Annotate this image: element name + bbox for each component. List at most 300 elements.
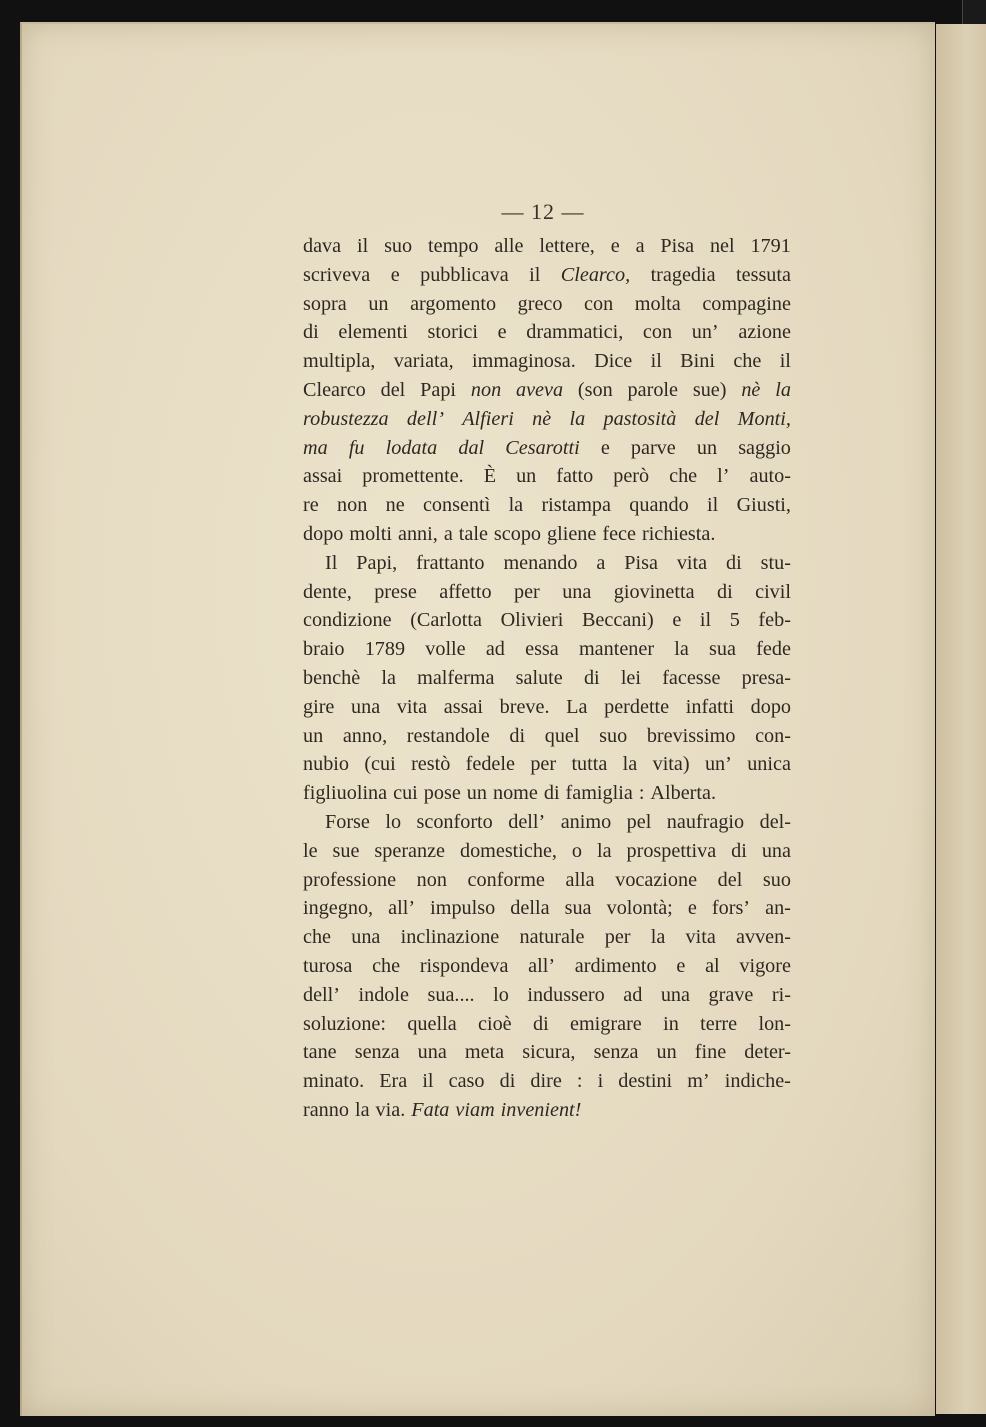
word: naufragio xyxy=(666,810,745,833)
word: tragedia xyxy=(650,263,716,286)
word: e xyxy=(672,609,682,632)
word: di xyxy=(532,1012,549,1035)
word: il xyxy=(779,350,791,373)
text-line xyxy=(303,347,791,376)
word: quella xyxy=(407,1012,457,1035)
word: di xyxy=(499,1070,516,1093)
word: assai xyxy=(443,695,483,718)
word: sicura, xyxy=(522,1041,576,1064)
word: terre xyxy=(700,1012,738,1035)
word: parve xyxy=(630,436,676,459)
word: dell’ xyxy=(303,983,340,1006)
word: argomento xyxy=(410,292,497,315)
word: Pisa xyxy=(624,551,658,574)
text-line xyxy=(303,462,791,491)
word: Clearco xyxy=(303,378,366,401)
word: immaginosa. xyxy=(472,350,576,373)
word: e xyxy=(390,263,400,286)
word: un’ xyxy=(691,321,719,344)
word: fedele xyxy=(465,753,515,776)
word: ardimento xyxy=(574,954,657,977)
word: Beccani) xyxy=(581,609,654,632)
word: domestiche, xyxy=(459,839,557,862)
word: stu- xyxy=(760,551,791,574)
word: dente, xyxy=(303,580,352,603)
word: del xyxy=(380,378,406,401)
text-line xyxy=(303,1038,791,1067)
body-text xyxy=(303,232,791,1125)
word: gire xyxy=(303,695,335,718)
word: famiglia xyxy=(565,782,633,805)
text-line xyxy=(303,549,791,578)
word: Cesarotti xyxy=(505,436,580,459)
word: compagine xyxy=(702,292,791,315)
word: frattanto xyxy=(416,551,485,574)
word: vita xyxy=(676,551,708,574)
word: sua xyxy=(564,897,592,920)
word: di xyxy=(303,321,319,344)
text-line xyxy=(303,808,791,837)
word: benchè xyxy=(303,666,361,689)
word: Pisa xyxy=(660,235,695,257)
word: meta xyxy=(464,1041,505,1064)
word: di xyxy=(716,580,733,603)
word: senza xyxy=(593,1041,639,1064)
text-line xyxy=(303,376,791,405)
word: Olivieri xyxy=(500,609,564,632)
word: la xyxy=(650,926,666,949)
word: pubblicava xyxy=(420,263,509,286)
word: via. xyxy=(375,1098,406,1121)
word: perdette xyxy=(604,695,670,718)
word: tane xyxy=(303,1041,337,1064)
word: nè xyxy=(532,407,552,430)
word: un xyxy=(516,465,537,488)
word: indussero xyxy=(527,983,605,1006)
word: molta xyxy=(634,292,681,315)
word: fece xyxy=(602,522,636,545)
word: malferma xyxy=(417,666,495,689)
word: del- xyxy=(759,810,791,833)
word: dopo xyxy=(750,695,791,718)
word: turosa xyxy=(303,954,353,977)
word: pastosità xyxy=(603,407,677,430)
word: 5 xyxy=(729,609,740,632)
word: ma xyxy=(303,436,328,459)
word: tutta xyxy=(571,753,608,776)
word: cioè xyxy=(478,1012,512,1035)
word: mantener xyxy=(578,638,655,661)
word: molti xyxy=(349,522,392,545)
word: breve. xyxy=(499,695,550,718)
word: La xyxy=(566,695,588,718)
word: Alberta. xyxy=(650,782,717,805)
word: di xyxy=(731,839,747,862)
text-line xyxy=(303,664,791,693)
text-line xyxy=(303,491,791,520)
word: indole xyxy=(358,983,409,1006)
word: impulso xyxy=(430,897,496,920)
word: volontà; xyxy=(606,897,673,920)
word: (cui xyxy=(364,753,396,776)
word: 1791 xyxy=(750,235,791,257)
word: o xyxy=(571,839,583,862)
word: ne xyxy=(385,494,405,517)
text-line xyxy=(303,837,791,866)
text-line xyxy=(303,405,791,434)
word: nel xyxy=(709,235,735,257)
word: fu xyxy=(348,436,365,459)
word: cui xyxy=(393,782,418,805)
word: Il xyxy=(325,551,338,574)
word: del xyxy=(717,868,743,891)
word: infatti xyxy=(685,695,734,718)
word: salute xyxy=(515,666,563,689)
word: pel xyxy=(626,810,652,833)
word: an- xyxy=(765,897,791,920)
word: della xyxy=(510,897,550,920)
word: Dice xyxy=(594,350,633,373)
word: Forse xyxy=(325,810,370,833)
word: storici xyxy=(427,321,478,344)
word: invenient! xyxy=(500,1098,582,1121)
word: assai xyxy=(303,465,343,488)
word: parole xyxy=(627,378,678,401)
word: alle xyxy=(494,235,524,257)
text-line xyxy=(303,578,791,607)
word: naturale xyxy=(519,926,585,949)
word: consentì xyxy=(422,494,491,517)
word: feb- xyxy=(758,609,791,632)
word: sua xyxy=(709,638,736,661)
word: È xyxy=(483,465,497,488)
word: dire xyxy=(530,1070,562,1093)
word: nè xyxy=(741,378,761,401)
word: lo xyxy=(493,983,509,1006)
word: prese xyxy=(374,580,417,603)
word: sue xyxy=(332,839,360,862)
word: ri- xyxy=(771,983,791,1006)
word: che xyxy=(303,926,332,949)
word: animo xyxy=(560,810,612,833)
word: figliuolina xyxy=(303,782,388,805)
word: ad xyxy=(623,983,643,1006)
text-line xyxy=(303,1096,791,1125)
word: nubio xyxy=(303,753,349,776)
word: un xyxy=(368,292,389,315)
word: auto- xyxy=(749,465,791,488)
word: del xyxy=(694,407,720,430)
word: deter- xyxy=(744,1041,791,1064)
word: nome xyxy=(492,782,538,805)
word: sua.... xyxy=(427,983,475,1006)
word: una xyxy=(351,695,381,718)
word: avven- xyxy=(736,926,791,949)
word: facesse xyxy=(662,666,721,689)
text-line xyxy=(303,434,791,463)
word: di xyxy=(509,724,526,747)
word: (son xyxy=(577,378,613,401)
word: drammatici, xyxy=(526,321,624,344)
word: prospettiva xyxy=(626,839,717,862)
word: Fata xyxy=(411,1098,450,1121)
text-line xyxy=(303,894,791,923)
word: l’ xyxy=(717,465,730,488)
text-line xyxy=(303,290,791,319)
word: viam xyxy=(455,1098,495,1121)
word: restò xyxy=(411,753,451,776)
word: per xyxy=(604,926,631,949)
word: a xyxy=(596,551,606,574)
word: quando xyxy=(629,494,689,517)
word: la xyxy=(381,666,396,689)
word: e xyxy=(687,897,697,920)
word: m’ xyxy=(687,1070,710,1093)
word: lon- xyxy=(758,1012,791,1035)
word: una xyxy=(761,839,791,862)
word: fine xyxy=(694,1041,727,1064)
word: una xyxy=(417,1041,447,1064)
word: dell’ xyxy=(406,407,444,430)
word: caso xyxy=(448,1070,485,1093)
word: inclinazione xyxy=(400,926,500,949)
word: che xyxy=(372,954,401,977)
text-line xyxy=(303,261,791,290)
word: minato. xyxy=(303,1070,365,1093)
word: i xyxy=(597,1070,604,1093)
word: affetto xyxy=(439,580,492,603)
word: con xyxy=(642,321,673,344)
word: e xyxy=(676,954,686,977)
word: brevissimo xyxy=(646,724,736,747)
word: Alfieri xyxy=(462,407,514,430)
word: ranno xyxy=(303,1098,349,1121)
word: un xyxy=(303,724,324,747)
word: rispondeva xyxy=(419,954,509,977)
text-line xyxy=(303,318,791,347)
word: unica xyxy=(747,753,791,776)
word: Bini xyxy=(680,350,715,373)
word: il xyxy=(707,494,719,517)
word: per xyxy=(513,580,540,603)
word: lodata xyxy=(385,436,438,459)
word: soluzione: xyxy=(303,1012,386,1035)
word: promettente. xyxy=(362,465,464,488)
word: re xyxy=(303,494,319,517)
word: il xyxy=(356,235,369,257)
word: e xyxy=(610,235,620,257)
word: e xyxy=(497,321,507,344)
word: le xyxy=(303,839,318,862)
word: la xyxy=(622,753,638,776)
word: vita xyxy=(396,695,428,718)
word: alla xyxy=(565,868,595,891)
word: ristampa xyxy=(541,494,611,517)
text-line xyxy=(303,693,791,722)
text-line xyxy=(303,635,791,664)
word: greco xyxy=(517,292,563,315)
word: vita) xyxy=(652,753,690,776)
word: la xyxy=(596,839,612,862)
word: scopo xyxy=(493,522,542,545)
text-line xyxy=(303,923,791,952)
word: il xyxy=(650,350,662,373)
word: il xyxy=(699,609,712,632)
word: professione xyxy=(303,868,397,891)
word: (Carlotta xyxy=(410,609,482,632)
word: la xyxy=(354,1098,370,1121)
word: all’ xyxy=(388,897,416,920)
word: multipla, xyxy=(303,350,376,373)
word: richiesta. xyxy=(641,522,716,545)
word: a xyxy=(443,522,453,545)
word: Clearco, xyxy=(560,263,631,286)
word: ad xyxy=(485,638,505,661)
text-line xyxy=(303,779,791,808)
word: emigrare xyxy=(570,1012,642,1035)
word: a xyxy=(635,235,645,257)
word: all’ xyxy=(528,954,556,977)
word: di xyxy=(543,782,560,805)
word: la xyxy=(569,407,586,430)
word: braio xyxy=(303,638,345,661)
word: sue) xyxy=(692,378,727,401)
word: Papi xyxy=(420,378,457,401)
word: un’ xyxy=(704,753,732,776)
word: però xyxy=(613,465,650,488)
word: sconforto xyxy=(416,810,493,833)
page-number: — 12 — xyxy=(501,199,585,224)
word: fors’ xyxy=(711,897,751,920)
word: tempo xyxy=(428,235,479,257)
word: e xyxy=(600,436,610,459)
word: al xyxy=(705,954,720,977)
word: vita xyxy=(685,926,716,949)
word: vocazione xyxy=(615,868,698,891)
word: non xyxy=(470,378,502,401)
word: con- xyxy=(755,724,791,747)
text-line xyxy=(303,981,791,1010)
word: variata, xyxy=(393,350,454,373)
word: robustezza xyxy=(303,407,389,430)
word: saggio xyxy=(738,436,791,459)
text-line xyxy=(303,952,791,981)
word: indiche- xyxy=(724,1070,791,1093)
scan-corner-mark xyxy=(962,0,986,25)
word: suo xyxy=(599,724,628,747)
word: Monti, xyxy=(737,407,791,430)
word: gliene xyxy=(547,522,597,545)
word: un xyxy=(656,1041,677,1064)
word: lei xyxy=(620,666,642,689)
word: civil xyxy=(755,580,791,603)
word: essa xyxy=(525,638,559,661)
word: un xyxy=(696,436,718,459)
word: menando xyxy=(503,551,578,574)
word: in xyxy=(663,1012,679,1035)
text-line xyxy=(303,606,791,635)
text-line xyxy=(303,866,791,895)
word: elementi xyxy=(338,321,408,344)
word: la xyxy=(775,378,791,401)
word: una xyxy=(660,983,690,1006)
word: lo xyxy=(385,810,402,833)
text-line xyxy=(303,750,791,779)
word: 1789 xyxy=(364,638,406,661)
word: fede xyxy=(756,638,791,661)
word: : xyxy=(576,1070,583,1093)
word: dopo xyxy=(303,522,344,545)
word: presa- xyxy=(741,666,791,689)
word: pose xyxy=(423,782,461,805)
word: : xyxy=(638,782,645,805)
word: tessuta xyxy=(736,263,791,286)
word: speranze xyxy=(374,839,446,862)
word: giovinetta xyxy=(613,580,695,603)
word: dal xyxy=(458,436,485,459)
word: non xyxy=(416,868,447,891)
word: azione xyxy=(738,321,791,344)
word: ingegno, xyxy=(303,897,374,920)
word: condizione xyxy=(303,609,392,632)
word: senza xyxy=(354,1041,400,1064)
word: il xyxy=(529,263,541,286)
word: volle xyxy=(425,638,466,661)
word: tale xyxy=(458,522,488,545)
word: anno, xyxy=(342,724,388,747)
word: fatto xyxy=(556,465,594,488)
text-line xyxy=(303,722,791,751)
word: restandole xyxy=(406,724,490,747)
word: una xyxy=(351,926,381,949)
word: di xyxy=(726,551,742,574)
word: che xyxy=(669,465,698,488)
word: un xyxy=(466,782,487,805)
word: il xyxy=(422,1070,434,1093)
word: dell’ xyxy=(508,810,546,833)
text-line xyxy=(303,520,791,549)
word: di xyxy=(583,666,600,689)
word: sopra xyxy=(303,292,347,315)
word: Era xyxy=(379,1070,408,1093)
word: Giusti, xyxy=(736,494,791,517)
text-line xyxy=(303,232,791,261)
word: con xyxy=(584,292,614,315)
word: non xyxy=(337,494,368,517)
word: scriveva xyxy=(303,263,371,286)
word: per xyxy=(530,753,557,776)
word: grave xyxy=(708,983,754,1006)
word: la xyxy=(508,494,524,517)
word: che xyxy=(733,350,762,373)
word: la xyxy=(674,638,689,661)
word: suo xyxy=(762,868,791,891)
word: quel xyxy=(544,724,580,747)
word: conforme xyxy=(467,868,545,891)
adjacent-page-edge xyxy=(936,24,986,1414)
word: una xyxy=(562,580,592,603)
text-line xyxy=(303,1010,791,1039)
word: suo xyxy=(384,235,413,257)
word: aveva xyxy=(516,378,564,401)
text-line xyxy=(303,1067,791,1096)
word: Papi, xyxy=(356,551,398,574)
word: vigore xyxy=(739,954,791,977)
word: dava xyxy=(303,235,342,257)
word: lettere, xyxy=(539,235,595,257)
word: anni, xyxy=(398,522,438,545)
word: destini xyxy=(618,1070,673,1093)
